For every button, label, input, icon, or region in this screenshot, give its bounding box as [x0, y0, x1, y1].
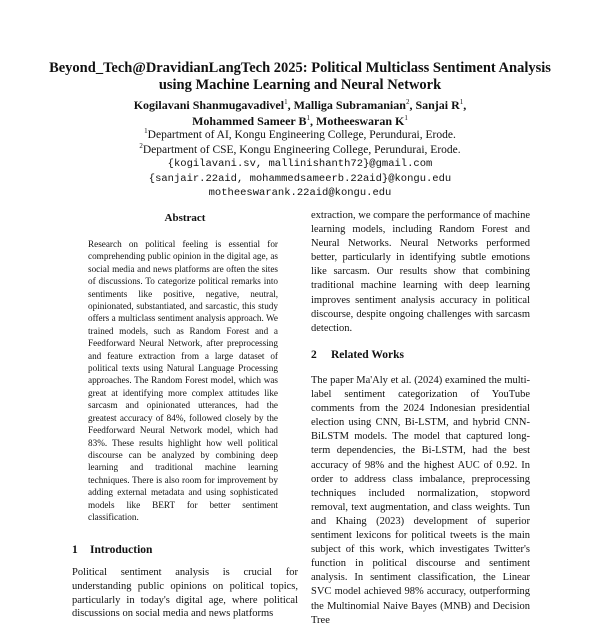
affiliation-line: $^1$Department of AI, Kongu Engineering College, Perundurai, Erode.: [144, 127, 456, 141]
abstract-heading: Abstract: [164, 212, 206, 224]
author-affil-mark: 1: [284, 98, 288, 106]
section-title: Related Works: [331, 349, 404, 361]
author-affil-mark: 2: [405, 98, 410, 106]
section-number: 1: [72, 544, 78, 556]
introduction-text: Political sentiment analysis is crucial for understanding public opinions on political topics, particularly in today's digital age, where political discussions on social media and news platforms: [72, 567, 298, 620]
author-name: Malliga Subramanian: [293, 98, 406, 112]
author-affil-mark: 1: [459, 98, 464, 106]
section-number: 2: [311, 349, 317, 361]
section-heading-introduction: [72, 544, 152, 556]
author-name: Mohammed Sameer B: [192, 114, 307, 128]
affiliation-line: $^2$Department of CSE, Kongu Engineering College, Perundurai, Erode.: [139, 141, 461, 156]
paper-title: Beyond_Tech@DravidianLangTech 2025: Political Multiclass Sentiment Analysis using Machine Learning and Neural Network: [49, 60, 551, 93]
email-line: {kogilavani.sv, mallinishanth72}@gmail.com: [167, 158, 433, 170]
abstract-text: Research on political feeling is essential for comprehending public opinion in the digital age, as social media and news platforms are often the sites of discussions. To categorize political remarks into sentiments like positive, negative, neutral, opinionated, substantiated, and sarcastic, this study offers a multiclass sentiment analysis approach. We trained models, such as Random Forest and a Feedforward Neural Network, after preprocessing and feature extraction from a large dataset of political texts using Natural Language Processing approaches. The Random Forest model, which was great at identifying more complex attitudes like sarcasm and opinionated utterances, had the greatest accuracy of 84%, followed closely by the Feedforward Neural Network model, which had 83%. These results highlight how well political discourse can be analyzed by combining deep learning and traditional machine learning techniques. There is also room for improvement by adding external metadata and using sophisticated models like BERT for better sentiment classification.: [88, 239, 278, 522]
email-line: motheeswarank.22aid@kongu.edu: [208, 187, 392, 199]
section-heading-related-works: [311, 349, 404, 361]
introduction-continued-text: extraction, we compare the performance of machine learning models, including Random Forest and Neural Networks. Neural Networks performed better, particularly in identifying subtle emotions like sarcasm. Our results show that combining traditional machine learning with deep learning improves sentiment analysis accuracy in political discourse, despite ongoing challenges with sarcasm detection.: [311, 210, 530, 334]
email-line: {sanjair.22aid, mohammedsameerb.22aid}@kongu.edu: [148, 172, 452, 185]
section-title: Introduction: [90, 544, 153, 556]
author-name: Sanjai R: [415, 98, 460, 112]
author-affil-mark: 1: [306, 114, 311, 122]
author-name: Kogilavani Shanmugavadivel: [133, 98, 285, 112]
related-works-text: The paper Ma'Aly et al. (2024) examined the multi-label sentiment categorization of YouTube comments from the 2024 Indonesian presidential election using CNN, Bi-LSTM, and hybrid CNN-BiLSTM models. The model that captured long-term dependencies, the Bi-LSTM, had the best accuracy of 98% and the highest AUC of 0.92. In order to address class imbalance, preprocessing techniques included normalization, stopword removal, text augmentation, and class weights. Tun and Khaing (2023) development of superior sentiment lexicons for political tweets is the main subject of this work, which investigates Twitter's function in political discourse and sentiment analysis. In sentiment classification, the Linear SVC model achieved 98% accuracy, outperforming the Multinomial Naive Bayes (MNB) and Decision Tree: [311, 375, 530, 626]
affiliations: [40, 128, 560, 201]
author-affil-mark: 1: [404, 114, 408, 122]
author-list: Kogilavani Shanmugavadivel$^1$, Malliga Subramanian$^2$, Sanjai $R^1$, Mohammed Sameer $B^1$, Motheeswaran $K^1$: [133, 98, 467, 128]
author-name: Motheeswaran K: [316, 114, 405, 128]
